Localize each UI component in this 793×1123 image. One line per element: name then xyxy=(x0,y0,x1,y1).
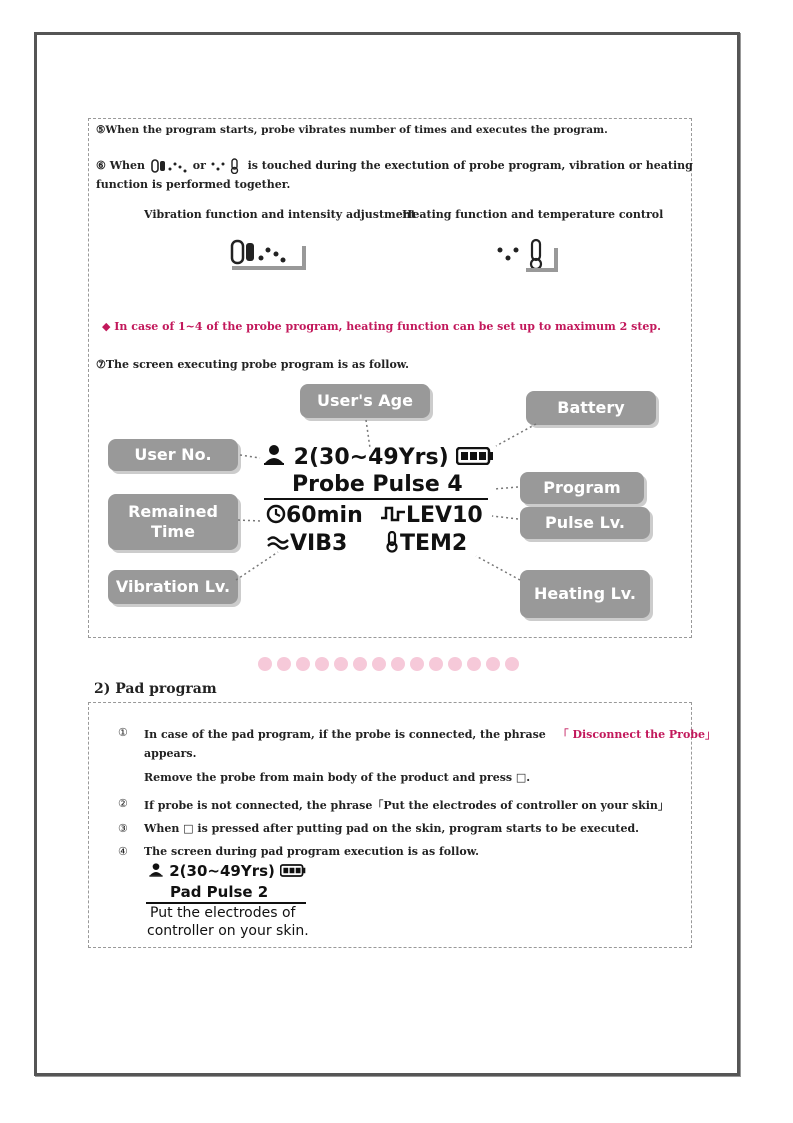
clock-icon xyxy=(266,504,286,524)
user-icon-small xyxy=(148,862,164,878)
label-heating-lv: Heating Lv. xyxy=(520,570,650,618)
lcd1-vib-row xyxy=(266,531,347,556)
step6-line2: function is performed together. xyxy=(96,178,291,191)
lcd1-pulse: LEV10 xyxy=(406,503,483,528)
battery-icon-small xyxy=(280,864,306,877)
caption-heating: Heating function and temperature control xyxy=(402,208,664,221)
caption-vibration: Vibration function and intensity adjustment xyxy=(144,208,416,221)
lcd2-divider xyxy=(146,902,306,904)
lcd2-line1: Put the electrodes of xyxy=(150,905,296,921)
lcd1-divider xyxy=(264,498,488,500)
step6-a: ⑥ When xyxy=(96,159,146,172)
item1-phrase: 「 Disconnect the Probe」 xyxy=(557,728,716,741)
lcd2-user-row xyxy=(148,862,306,880)
item1-appears: appears. xyxy=(144,747,197,760)
lcd2-program: Pad Pulse 2 xyxy=(170,883,269,901)
battery-icon xyxy=(456,447,494,465)
lcd1-program: Probe Pulse 4 xyxy=(292,472,463,497)
lcd1-user-row xyxy=(262,443,494,470)
warning-text: ◆ In case of 1~4 of the probe program, heating function can be set up to maximum 2 step. xyxy=(102,320,661,333)
item1-num: ① xyxy=(118,726,128,739)
lcd1-vib: VIB3 xyxy=(290,531,348,556)
label-users-age: User's Age xyxy=(300,384,430,418)
lcd1-pulse-row xyxy=(380,503,483,528)
lcd2-user-age: 2(30~49Yrs) xyxy=(169,862,275,880)
item3-text: When □ is pressed after putting pad on the skin, program starts to be executed. xyxy=(144,822,639,835)
step7-text: ⑦The screen executing probe program is as follow. xyxy=(96,358,409,371)
label-program: Program xyxy=(520,472,644,504)
lcd1-user-age: 2(30~49Yrs) xyxy=(293,445,449,470)
step6-b: or xyxy=(192,159,206,172)
lcd2-line2: controller on your skin. xyxy=(147,923,309,939)
label-remained: Remained xyxy=(128,502,218,521)
pulse-icon xyxy=(380,504,406,524)
pad-program-heading: 2) Pad program xyxy=(94,681,217,697)
step5-text: ⑤When the program starts, probe vibrates number of times and executes the program. xyxy=(96,124,608,136)
step6-c: is touched during the exectution of probe program, vibration or heating xyxy=(247,159,693,172)
lcd1-tem-row xyxy=(384,531,467,556)
item1-a: In case of the pad program, if the probe is connected, the phrase xyxy=(144,728,546,741)
lcd1-time-row xyxy=(266,503,363,528)
item3-num: ③ xyxy=(118,822,128,835)
item2-text: If probe is not connected, the phrase「Put the electrodes of controller on your skin」 xyxy=(144,799,669,812)
item2-num: ② xyxy=(118,797,128,810)
item1-remove: Remove the probe from main body of the product and press □. xyxy=(144,771,531,784)
label-vibration-lv: Vibration Lv. xyxy=(108,570,238,604)
lcd1-time: 60min xyxy=(286,503,363,528)
label-battery: Battery xyxy=(526,391,656,425)
thermometer-icon xyxy=(384,531,400,553)
label-time: Time xyxy=(151,522,195,541)
lcd1-tem: TEM2 xyxy=(400,531,468,556)
label-pulse-lv: Pulse Lv. xyxy=(520,507,650,539)
item4-text: The screen during pad program execution is as follow. xyxy=(144,845,479,858)
label-user-no: User No. xyxy=(108,439,238,471)
user-icon xyxy=(262,443,286,467)
item1-line1 xyxy=(144,726,716,742)
wave-icon xyxy=(266,532,290,552)
item4-num: ④ xyxy=(118,845,128,858)
